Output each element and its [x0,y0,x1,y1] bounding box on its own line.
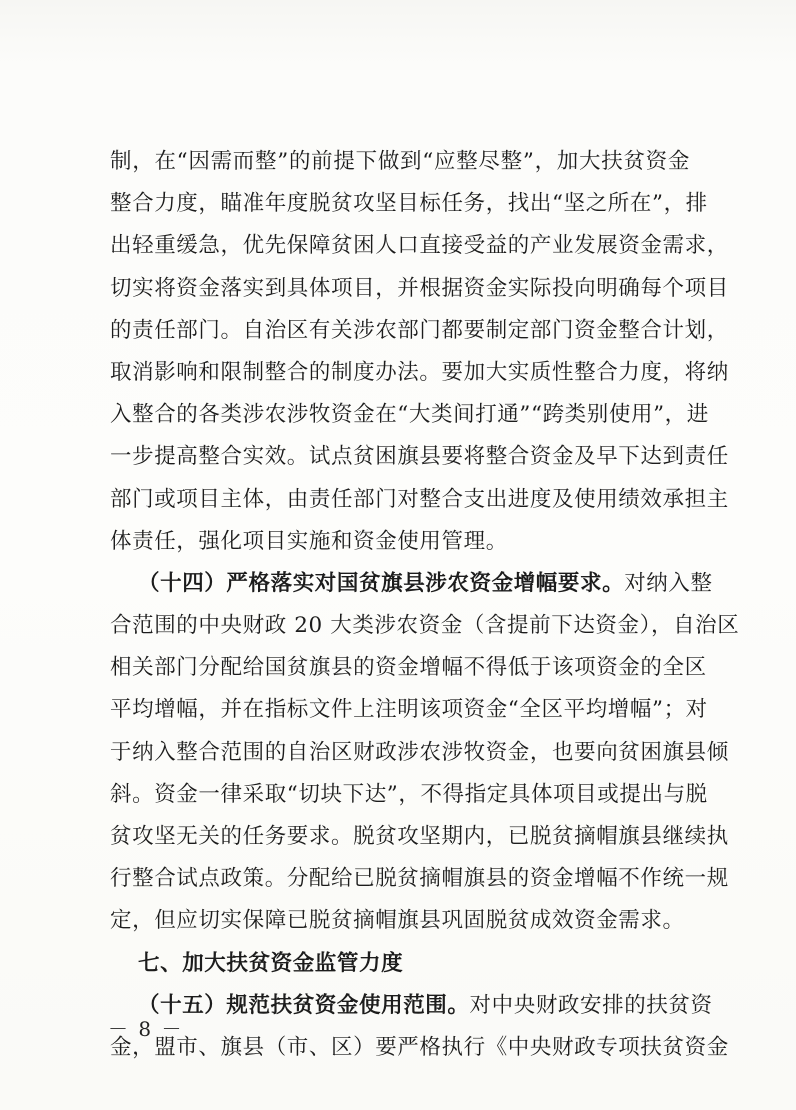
section-14-line-7: 行整合试点政策。分配给已脱贫摘帽旗县的资金增幅不作统一规 [110,866,729,892]
section-15-heading: （十五）规范扶贫资金使用范围。 [138,992,470,1018]
page-number: － 8 － [108,1017,184,1041]
section-14-heading: （十四）严格落实对国贫旗县涉农资金增幅要求。 [138,570,625,596]
text-line-5: 的责任部门。自治区有关涉农部门都要制定部门资金整合计划， [110,317,729,343]
text-line-9: 部门或项目主体，由责任部门对整合支出进度及使用绩效承担主 [110,486,729,512]
section-14-line-5: 斜。资金一律采取“切块下达”，不得指定具体项目或提出与脱 [110,781,708,807]
section-15-line-1: 金，盟市、旗县（市、区）要严格执行《中央财政专项扶贫资金 [110,1034,729,1060]
section-14-line-3: 平均增幅，并在指标文件上注明该项资金“全区平均增幅”；对 [110,697,708,723]
text-line-4: 切实将资金落实到具体项目，并根据资金实际投向明确每个项目 [110,275,729,301]
text-line-1: 制，在“因需而整”的前提下做到“应整尽整”，加大扶贫资金 [110,149,690,174]
section-14-line-1: 合范围的中央财政 20 大类涉农资金（含提前下达资金），自治区 [110,613,740,639]
section-14-first-line [110,563,713,605]
text-line-7: 入整合的各类涉农涉牧资金在“大类间打通”“跨类别使用”，进 [110,402,709,428]
section-14-line-2: 相关部门分配给国贫旗县的资金增幅不得低于该项资金的全区 [110,655,707,681]
text-line-8: 一步提高整合实效。试点贫困旗县要将整合资金及早下达到责任 [110,444,729,470]
text-line-10: 体责任，强化项目实施和资金使用管理。 [110,528,508,554]
section-14-first-rest: 对纳入整 [624,570,713,596]
section-14-line-4: 于纳入整合范围的自治区财政涉农涉牧资金，也要向贫困旗县倾 [110,739,729,765]
section-14-line-6: 贫攻坚无关的任务要求。脱贫攻坚期内，已脱贫摘帽旗县继续执 [110,824,729,849]
section-14-line-8: 定，但应切实保障已脱贫摘帽旗县巩固脱贫成效资金需求。 [110,908,685,934]
body-text [110,141,740,1069]
section-15-first-rest: 对中央财政安排的扶贫资 [469,992,713,1018]
text-line-6: 取消影响和限制整合的制度办法。要加大实质性整合力度，将纳 [110,359,729,385]
text-line-3: 出轻重缓急，优先保障贫困人口直接受益的产业发展资金需求， [110,233,729,259]
section-7-title: 七、加大扶贫资金监管力度 [138,950,404,976]
text-line-2: 整合力度，瞄准年度脱贫攻坚目标任务，找出“坚之所在”，排 [110,191,708,217]
